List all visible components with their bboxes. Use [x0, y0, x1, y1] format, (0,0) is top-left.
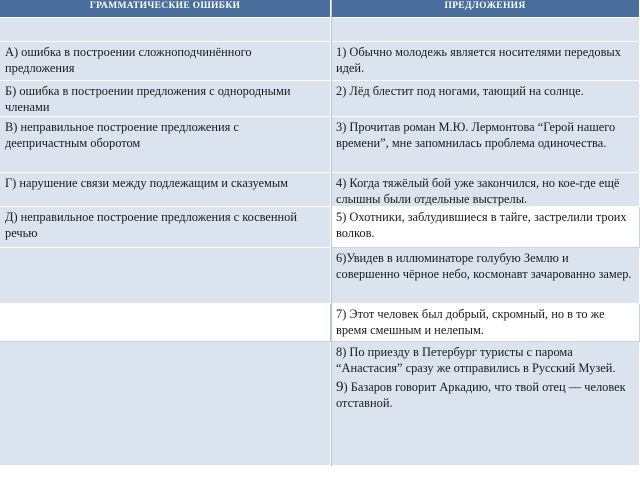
- sentence-4: 4) Когда тяжёлый бой уже закончился, но кое-где ещё слышны были отдельные выстрелы.: [331, 173, 640, 207]
- sentence-3: 3) Прочитав роман М.Ю. Лермонтова “Герой нашего времени”, мне запомнилась проблема одиночества.: [331, 117, 640, 173]
- header-errors: ГРАММАТИЧЕСКИЕ ОШИБКИ: [0, 0, 331, 18]
- sentence-5: 5) Охотники, заблудившиеся в тайге, застрелили троих волков.: [331, 207, 640, 248]
- empty-row-left: [0, 18, 331, 42]
- sentence-8-9: [331, 342, 640, 466]
- sentence-8: 8) По приезду в Петербург туристы с парома “Анастасия” сразу же отправились в Русский Музей.: [336, 345, 616, 375]
- error-item-g: Г) нарушение связи между подлежащим и сказуемым: [0, 173, 331, 207]
- error-item-d: Д) неправильное построение предложения с косвенной речью: [0, 207, 331, 248]
- error-item-a: А) ошибка в построении сложноподчинённого предложения: [0, 42, 331, 81]
- sentence-6: 6)Увидев в иллюминаторе голубую Землю и совершенно чёрное небо, космонавт зачарованно замер.: [331, 248, 640, 304]
- error-item-b: Б) ошибка в построении предложения с однородными членами: [0, 81, 331, 117]
- sentence-9: [336, 380, 633, 411]
- sentence-1: 1) Обычно молодежь является носителями передовых идей.: [331, 42, 640, 81]
- sentence-9-text: ) Базаров говорит Аркадию, что твой отец — человек отставной.: [336, 380, 626, 410]
- empty-row-right: [331, 18, 640, 42]
- sentence-7: 7) Этот человек был добрый, скромный, но в то же время смешным и нелепым.: [331, 304, 640, 342]
- sentence-2: 2) Лёд блестит под ногами, тающий на солнце.: [331, 81, 640, 117]
- header-sentences: ПРЕДЛОЖЕНИЯ: [331, 0, 640, 18]
- error-item-v: В) неправильное построение предложения с деепричастным оборотом: [0, 117, 331, 173]
- error-empty-3: [0, 342, 331, 466]
- error-empty-2: [0, 304, 331, 342]
- error-empty-1: [0, 248, 331, 304]
- column-divider: [331, 0, 332, 466]
- sentence-9-number: 9: [336, 379, 344, 395]
